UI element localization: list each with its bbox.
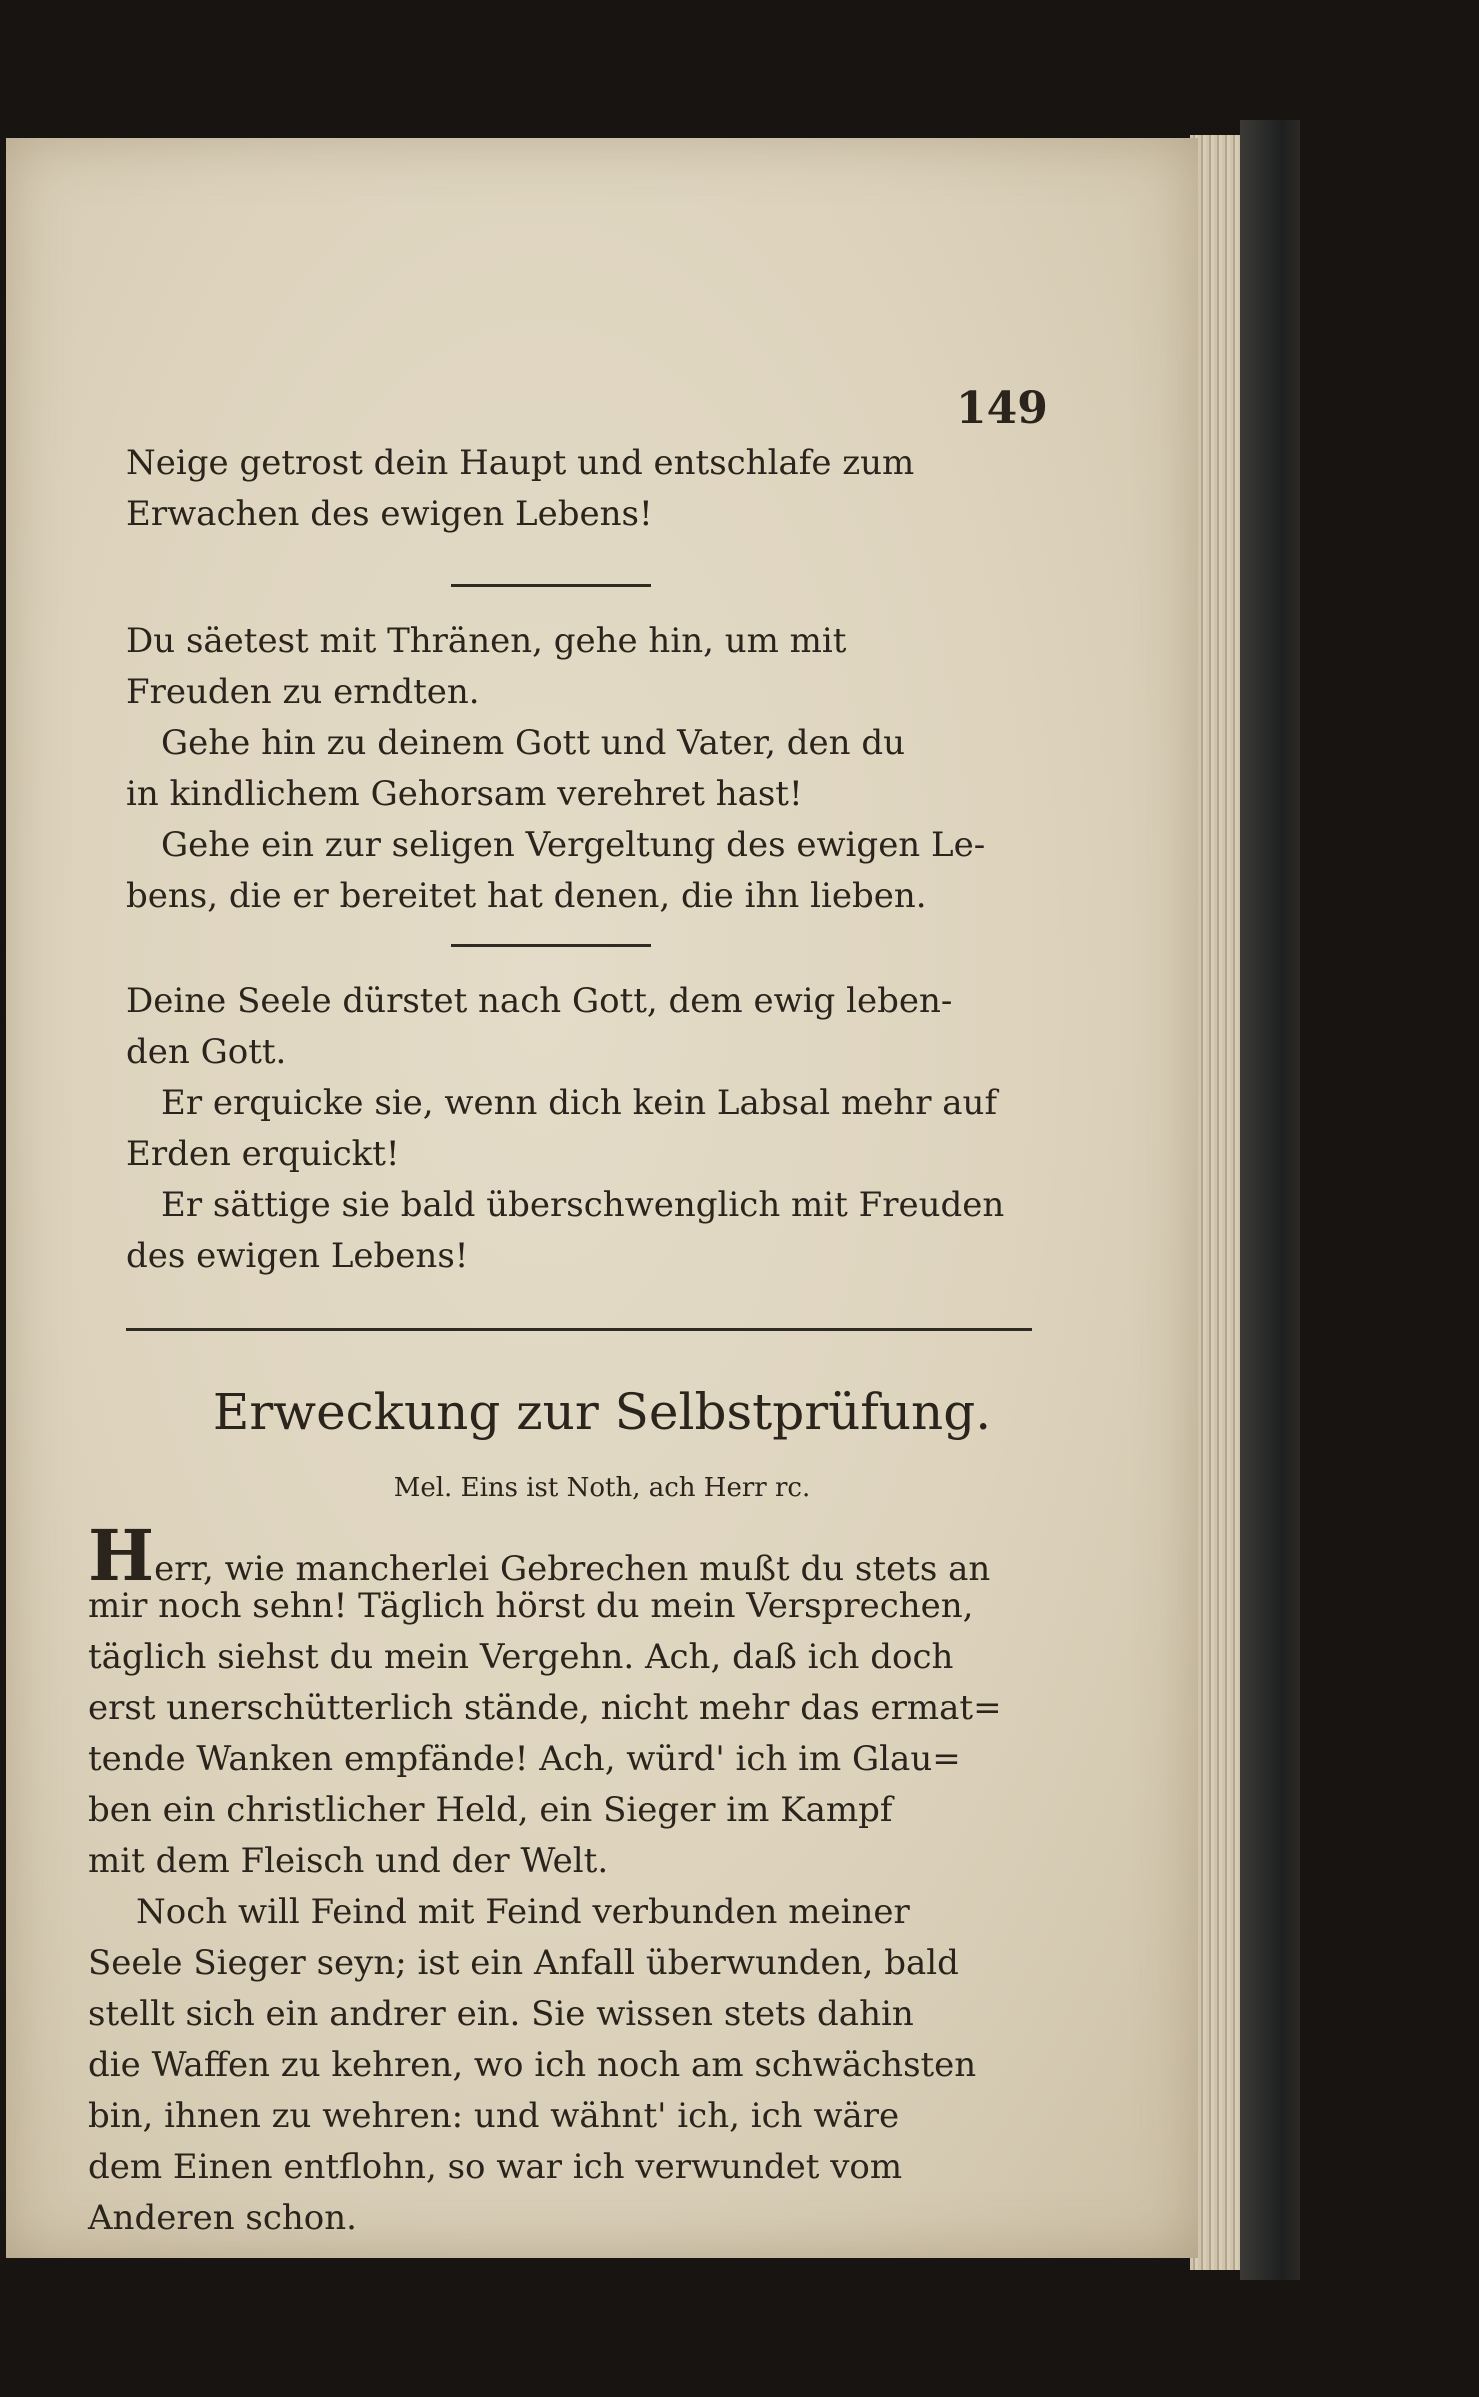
text-line: Anderen schon. bbox=[88, 2198, 357, 2238]
text-line: den Gott. bbox=[126, 1032, 287, 1072]
text-line: Erden erquickt! bbox=[126, 1134, 400, 1174]
text-line: bens, die er bereitet hat denen, die ihn lieben. bbox=[126, 876, 927, 916]
text-line: bin, ihnen zu wehren: und wähnt' ich, ich wäre bbox=[88, 2096, 900, 2136]
text-line: stellt sich ein andrer ein. Sie wissen stets dahin bbox=[88, 1994, 914, 2034]
text-line: tende Wanken empfände! Ach, würd' ich im Glau= bbox=[88, 1739, 961, 1779]
text-line: Gehe hin zu deinem Gott und Vater, den du bbox=[161, 723, 906, 763]
page-number: 149 bbox=[956, 383, 1048, 434]
text-line: ben ein christlicher Held, ein Sieger im Kampf bbox=[88, 1790, 893, 1830]
text-line: die Waffen zu kehren, wo ich noch am schwächsten bbox=[88, 2045, 977, 2085]
separator-rule bbox=[451, 584, 651, 587]
book-page bbox=[6, 138, 1198, 2258]
text-line: mit dem Fleisch und der Welt. bbox=[88, 1841, 609, 1881]
separator-rule bbox=[451, 944, 651, 947]
drop-initial: H bbox=[88, 1514, 155, 1597]
text-line: Er erquicke sie, wenn dich kein Labsal mehr auf bbox=[161, 1083, 998, 1123]
text-line: Erwachen des ewigen Lebens! bbox=[126, 494, 653, 534]
hymn-title: Erweckung zur Selbstprüfung. bbox=[212, 1383, 992, 1441]
text-line: Seele Sieger seyn; ist ein Anfall überwunden, bald bbox=[88, 1943, 959, 1983]
text-line: Deine Seele dürstet nach Gott, dem ewig leben- bbox=[126, 981, 953, 1021]
text-line: in kindlichem Gehorsam verehret hast! bbox=[126, 774, 803, 814]
hymn-melody: Mel. Eins ist Noth, ach Herr rc. bbox=[393, 1473, 811, 1503]
text-line: täglich siehst du mein Vergehn. Ach, daß ich doch bbox=[88, 1637, 954, 1677]
text-line: Freuden zu erndten. bbox=[126, 672, 480, 712]
text-line: mir noch sehn! Täglich hörst du mein Versprechen, bbox=[88, 1586, 974, 1626]
text-line: dem Einen entflohn, so war ich verwundet vom bbox=[88, 2147, 903, 2187]
text-line: Gehe ein zur seligen Vergeltung des ewigen Le- bbox=[161, 825, 986, 865]
text-line: Du säetest mit Thränen, gehe hin, um mit bbox=[126, 621, 847, 661]
book-spine bbox=[1240, 120, 1300, 2280]
text-line: Noch will Feind mit Feind verbunden meiner bbox=[136, 1892, 910, 1932]
hymn-divider-rule bbox=[126, 1328, 1032, 1331]
text-line: Neige getrost dein Haupt und entschlafe zum bbox=[126, 443, 915, 483]
text-line: Er sättige sie bald überschwenglich mit Freuden bbox=[161, 1185, 1005, 1225]
text-line: des ewigen Lebens! bbox=[126, 1236, 469, 1276]
text-line: err, wie mancherlei Gebrechen mußt du stets an bbox=[154, 1549, 991, 1589]
text-line: erst unerschütterlich stände, nicht mehr das ermat= bbox=[88, 1688, 1002, 1728]
